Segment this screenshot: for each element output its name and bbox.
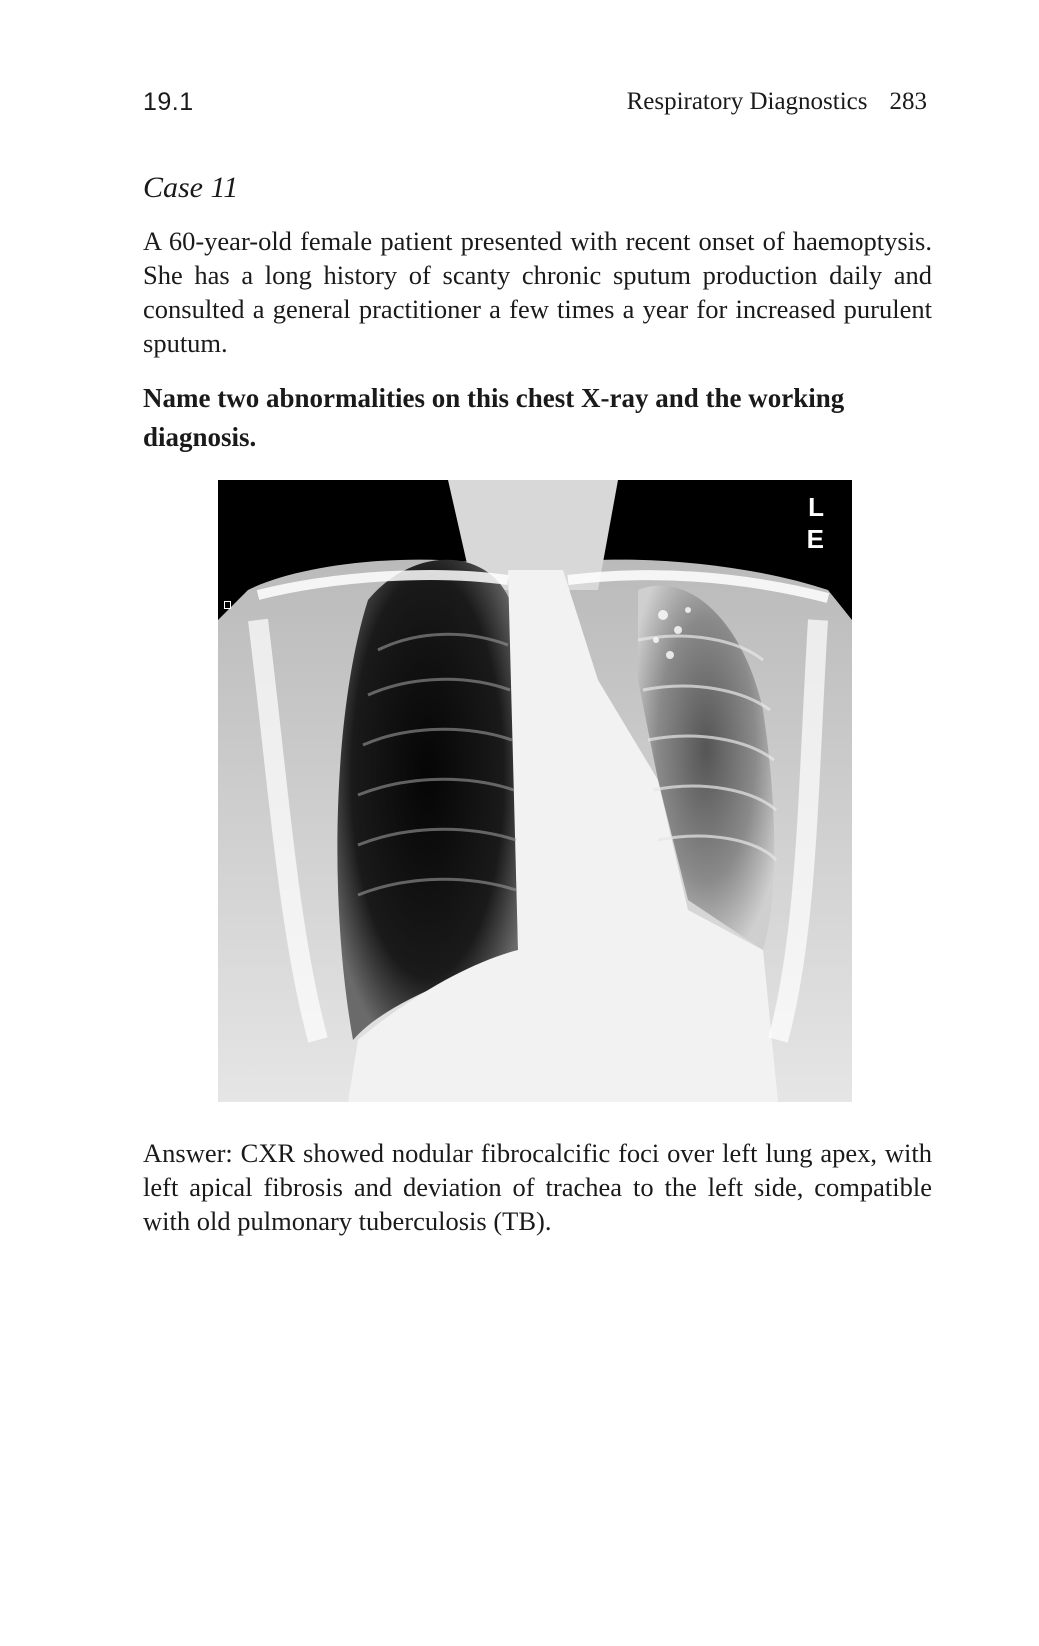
section-number: 19.1 bbox=[143, 88, 194, 116]
xray-marker-l: L bbox=[808, 492, 824, 522]
xray-marker-e: E bbox=[806, 524, 824, 554]
running-header bbox=[627, 88, 927, 116]
page-number: 283 bbox=[889, 88, 927, 115]
case-title: Case 11 bbox=[143, 171, 239, 204]
case-answer: Answer: CXR showed nodular fibrocalcific foci over left lung apex, with left apical fibrosis and deviation of trachea to the left side, compatible with old pulmonary tuberculosis (TB). bbox=[143, 1138, 932, 1236]
xray-orientation-mark bbox=[224, 601, 231, 609]
chest-xray-image bbox=[218, 480, 852, 1102]
case-presentation: A 60-year-old female patient presented with recent onset of haemoptysis. She has a long history of scanty chronic sputum production daily and consulted a general practitioner a few times a year for increased purulent sputum. bbox=[143, 226, 932, 358]
case-question: Name two abnormalities on this chest X-ray and the working diagnosis. bbox=[143, 383, 845, 452]
chapter-title: Respiratory Diagnostics bbox=[626, 88, 868, 115]
xray-drawing bbox=[218, 480, 852, 1102]
